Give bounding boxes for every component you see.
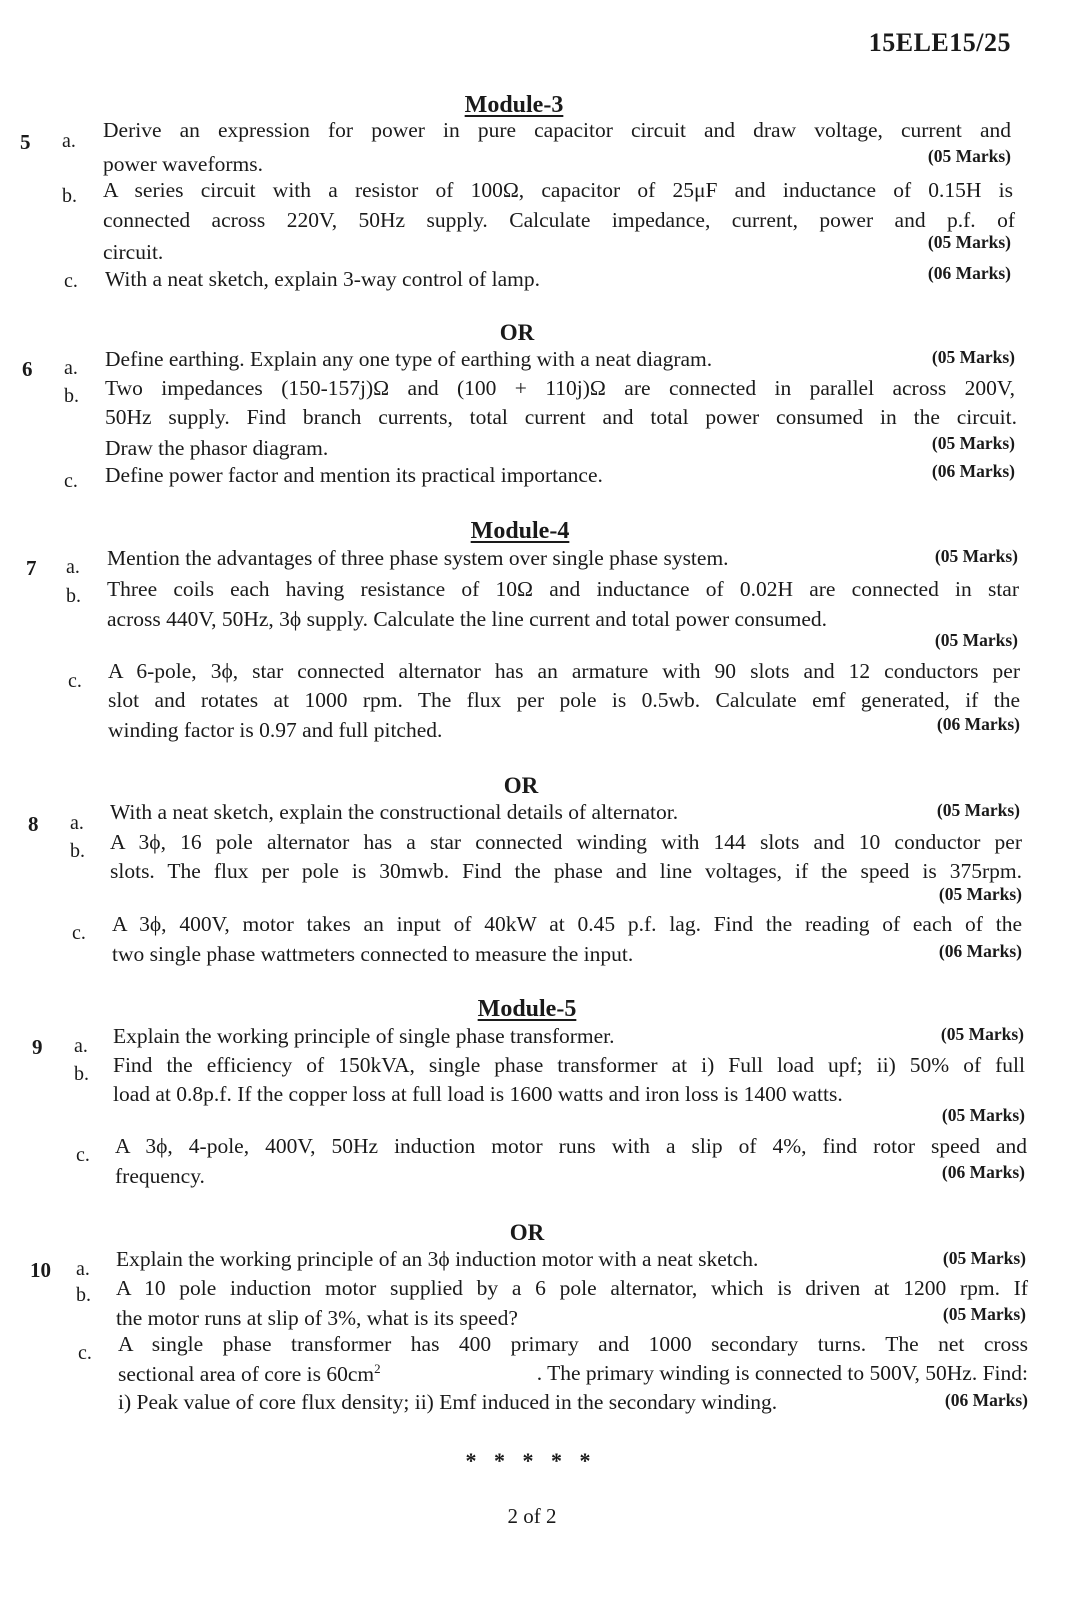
part-label: b. <box>76 1284 91 1306</box>
question-line: A single phase transformer has 400 primary and 1000 secondary turns. The net cross <box>118 1332 1028 1356</box>
part-label: c. <box>64 270 78 292</box>
part-label: b. <box>74 1063 89 1085</box>
question-number: 7 <box>26 556 37 580</box>
question-line: winding factor is 0.97 and full pitched. <box>108 718 443 742</box>
part-label: b. <box>64 385 79 407</box>
part-label: b. <box>66 585 81 607</box>
part-label: b. <box>70 840 85 862</box>
or-separator: OR <box>499 320 535 345</box>
question-line: A 6-pole, 3ϕ, star connected alternator has an armature with 90 slots and 12 conductors per <box>108 659 1020 683</box>
marks-label: (05 Marks) <box>934 546 1018 566</box>
or-separator: OR <box>503 773 539 798</box>
question-line: connected across 220V, 50Hz supply. Calculate impedance, current, power and p.f. of <box>103 208 1015 232</box>
question-line: slot and rotates at 1000 rpm. The flux per pole is 0.5wb. Calculate emf generated, if the <box>108 688 1020 712</box>
question-line: Explain the working principle of single phase transformer. <box>113 1024 615 1048</box>
marks-label: (05 Marks) <box>931 433 1015 453</box>
question-line: A series circuit with a resistor of 100Ω, capacitor of 25μF and inductance of 0.15H is <box>103 178 1013 202</box>
module-4-heading: Module-4 <box>470 518 570 544</box>
question-line: Define power factor and mention its practical importance. <box>105 463 603 487</box>
question-line: circuit. <box>103 240 164 264</box>
question-line: With a neat sketch, explain the constructional details of alternator. <box>110 800 679 824</box>
marks-label: (06 Marks) <box>938 941 1022 961</box>
superscript: 2 <box>374 1361 381 1376</box>
question-number: 6 <box>22 357 33 381</box>
part-label: a. <box>76 1258 90 1280</box>
question-line <box>118 1361 1028 1387</box>
part-label: c. <box>64 470 78 492</box>
or-separator: OR <box>509 1220 545 1245</box>
paper-code: 15ELE15/25 <box>868 28 1011 57</box>
question-number: 10 <box>30 1258 51 1282</box>
question-number: 8 <box>28 812 39 836</box>
question-number: 5 <box>20 130 31 154</box>
question-line: 50Hz supply. Find branch currents, total current and total power consumed in the circuit. <box>105 405 1017 429</box>
marks-label: (05 Marks) <box>942 1248 1026 1268</box>
part-label: a. <box>64 357 78 379</box>
marks-label: (06 Marks) <box>936 714 1020 734</box>
marks-label: (06 Marks) <box>931 461 1015 481</box>
part-label: c. <box>72 922 86 944</box>
question-line: across 440V, 50Hz, 3ϕ supply. Calculate the line current and total power consumed. <box>107 607 828 631</box>
marks-label: (06 Marks) <box>927 263 1011 283</box>
question-line: A 3ϕ, 16 pole alternator has a star connected winding with 144 slots and 10 conductor per <box>110 830 1022 854</box>
marks-label: (05 Marks) <box>936 800 1020 820</box>
question-line: Explain the working principle of an 3ϕ induction motor with a neat sketch. <box>116 1247 759 1271</box>
marks-label: (05 Marks) <box>942 1304 1026 1324</box>
marks-label: (05 Marks) <box>940 1024 1024 1044</box>
part-label: a. <box>74 1035 88 1057</box>
end-marker: * * * * * <box>465 1448 597 1473</box>
question-line: Mention the advantages of three phase system over single phase system. <box>107 546 729 570</box>
marks-label: (05 Marks) <box>931 347 1015 367</box>
sentence-start: sectional area of core is $60cm^2$ <box>118 1361 381 1387</box>
question-line: Find the efficiency of 150kVA, single phase transformer at i) Full load upf; ii) 50% of full <box>113 1053 1025 1077</box>
sentence-rest: . The primary winding is connected to 500V, 50Hz. Find: <box>536 1361 1028 1385</box>
question-line: Derive an expression for power in pure capacitor circuit and draw voltage, current and <box>103 118 1011 142</box>
marks-label: (05 Marks) <box>927 146 1011 166</box>
question-line: Define earthing. Explain any one type of earthing with a neat diagram. <box>105 347 713 371</box>
marks-label: (05 Marks) <box>927 232 1011 252</box>
question-line: With a neat sketch, explain 3-way control of lamp. <box>105 267 540 291</box>
question-line: A 3ϕ, 4-pole, 400V, 50Hz induction motor runs with a slip of 4%, find rotor speed and <box>115 1134 1027 1158</box>
page-number: 2 of 2 <box>507 1504 557 1528</box>
module-3-heading: Module-3 <box>464 92 564 118</box>
part-label: a. <box>66 556 80 578</box>
part-label: c. <box>68 670 82 692</box>
question-line: the motor runs at slip of 3%, what is its speed? <box>116 1306 518 1330</box>
question-line: slots. The flux per pole is 30mwb. Find the phase and line voltages, if the speed is 375rpm. <box>110 859 1022 883</box>
question-line: A 3ϕ, 400V, motor takes an input of 40kW at 0.45 p.f. lag. Find the reading of each of the <box>112 912 1022 936</box>
question-line: A 10 pole induction motor supplied by a 6 pole alternator, which is driven at 1200 rpm. If <box>116 1276 1028 1300</box>
marks-label: (06 Marks) <box>944 1390 1028 1410</box>
marks-label: (06 Marks) <box>941 1162 1025 1182</box>
question-number: 9 <box>32 1035 43 1059</box>
question-line: Draw the phasor diagram. <box>105 436 329 460</box>
part-label: c. <box>78 1342 92 1364</box>
part-label: a. <box>70 812 84 834</box>
question-line: Two impedances (150-157j)Ω and (100 + 110j)Ω are connected in parallel across 200V, <box>105 376 1015 400</box>
module-5-heading: Module-5 <box>477 996 577 1022</box>
question-line: two single phase wattmeters connected to measure the input. <box>112 942 634 966</box>
marks-label: (05 Marks) <box>934 630 1018 650</box>
marks-label: (05 Marks) <box>938 884 1022 904</box>
part-label: b. <box>62 185 77 207</box>
question-line: Three coils each having resistance of 10Ω and inductance of 0.02H are connected in star <box>107 577 1019 601</box>
part-label: c. <box>76 1144 90 1166</box>
question-line: i) Peak value of core flux density; ii) Emf induced in the secondary winding. <box>118 1390 778 1414</box>
part-label: a. <box>62 130 76 152</box>
question-line: power waveforms. <box>103 152 264 176</box>
marks-label: (05 Marks) <box>941 1105 1025 1125</box>
question-line: load at 0.8p.f. If the copper loss at full load is 1600 watts and iron loss is 1400 watts. <box>113 1082 843 1106</box>
question-line: frequency. <box>115 1164 205 1188</box>
